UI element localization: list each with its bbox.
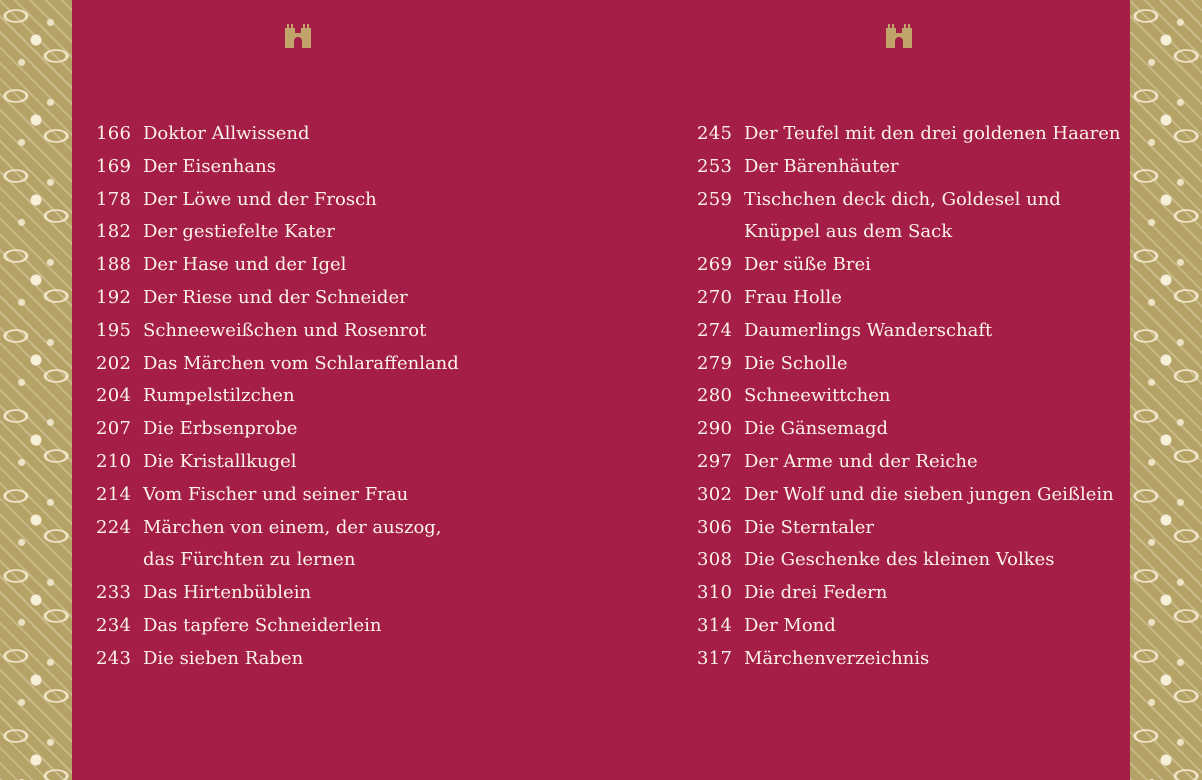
- toc-title: [744, 315, 1117, 348]
- toc-page-number: 280: [697, 385, 733, 407]
- ornamental-border-right: [1130, 0, 1202, 780]
- toc-page-number: 279: [697, 352, 733, 374]
- toc-entry: [697, 348, 1117, 381]
- toc-entry: [96, 282, 556, 315]
- toc-title: [744, 643, 1117, 676]
- toc-page-number: 188: [96, 254, 132, 276]
- toc-title: [143, 151, 556, 184]
- toc-page-number: 270: [697, 286, 733, 308]
- toc-title-line: Der Bärenhäuter: [744, 155, 899, 177]
- toc-column-left: [96, 118, 556, 676]
- toc-title: [744, 380, 1117, 413]
- toc-entry: [96, 348, 556, 381]
- toc-title: [143, 348, 556, 381]
- toc-page-number: 259: [697, 188, 733, 210]
- toc-title: [143, 282, 556, 315]
- toc-title: [744, 151, 1117, 184]
- toc-title: [143, 380, 556, 413]
- toc-title-line: Die Geschenke des kleinen Volkes: [744, 549, 1055, 571]
- toc-title-line: Schneeweißchen und Rosenrot: [143, 319, 427, 341]
- toc-title-line: Die sieben Raben: [143, 647, 304, 669]
- toc-page-number: 195: [96, 319, 132, 341]
- toc-title: [143, 446, 556, 479]
- toc-page-number: 308: [697, 549, 733, 571]
- toc-title: [143, 643, 556, 676]
- toc-title-line: Tischchen deck dich, Goldesel und: [744, 188, 1061, 210]
- toc-title-line: Der Riese und der Schneider: [143, 286, 408, 308]
- toc-page-number: 243: [96, 647, 132, 669]
- toc-title: [143, 315, 556, 348]
- toc-page-number: 290: [697, 418, 733, 440]
- toc-title-line: Die Erbsenprobe: [143, 418, 298, 440]
- toc-entry: [697, 544, 1117, 577]
- toc-title: [744, 413, 1117, 446]
- toc-page-number: 224: [96, 516, 132, 538]
- toc-page-number: 207: [96, 418, 132, 440]
- toc-entry: [96, 151, 556, 184]
- toc-entry: [697, 151, 1117, 184]
- toc-title-line: Der Arme und der Reiche: [744, 450, 978, 472]
- toc-title: [744, 184, 1117, 250]
- toc-title-line: Das Hirtenbüblein: [143, 582, 312, 604]
- toc-page-number: 245: [697, 123, 733, 144]
- toc-entry: [697, 282, 1117, 315]
- toc-title-line: Märchen von einem, der auszog,: [143, 516, 442, 538]
- toc-title: [744, 512, 1117, 545]
- toc-title: [744, 282, 1117, 315]
- toc-page-number: 204: [96, 385, 132, 407]
- toc-title: [744, 610, 1117, 643]
- toc-entry: [96, 380, 556, 413]
- toc-title: [143, 216, 556, 249]
- toc-entry: [96, 643, 556, 676]
- toc-title: [143, 479, 556, 512]
- toc-title-line: das Fürchten zu lernen: [143, 549, 356, 571]
- toc-title-line: Knüppel aus dem Sack: [744, 221, 953, 243]
- castle-icon: [885, 22, 913, 48]
- toc-title: [744, 118, 1120, 151]
- toc-entry: [697, 380, 1117, 413]
- toc-title-line: Der Mond: [744, 614, 836, 636]
- toc-entry: [697, 249, 1117, 282]
- toc-page-number: 253: [697, 155, 733, 177]
- toc-title-line: Vom Fischer und seiner Frau: [143, 483, 409, 505]
- toc-page-number: 210: [96, 450, 132, 472]
- toc-title-line: Die Gänsemagd: [744, 418, 888, 440]
- toc-entry: [96, 184, 556, 217]
- toc-title-line: Der Eisenhans: [143, 155, 276, 177]
- toc-entry: [697, 643, 1117, 676]
- toc-title: [143, 249, 556, 282]
- toc-title-line: Die Scholle: [744, 352, 848, 374]
- toc-entry: [697, 512, 1117, 545]
- toc-title-line: Der Teufel mit den drei goldenen Haaren: [744, 123, 1121, 144]
- toc-entry: [96, 413, 556, 446]
- toc-page-number: 274: [697, 319, 733, 341]
- toc-page-number: 297: [697, 450, 733, 472]
- toc-title: [744, 544, 1117, 577]
- toc-entry: [96, 479, 556, 512]
- toc-title-line: Der gestiefelte Kater: [143, 221, 335, 243]
- toc-title: [744, 446, 1117, 479]
- toc-title-line: Die drei Federn: [744, 582, 888, 604]
- toc-title: [143, 610, 556, 643]
- toc-title-line: Schneewittchen: [744, 385, 891, 407]
- toc-title-line: Der Löwe und der Frosch: [143, 188, 377, 210]
- toc-page-number: 302: [697, 483, 733, 505]
- toc-entry: [96, 315, 556, 348]
- toc-page-number: 214: [96, 483, 132, 505]
- castle-icon: [284, 22, 312, 48]
- toc-entry: [697, 577, 1117, 610]
- toc-title-line: Der Hase und der Igel: [143, 254, 347, 276]
- toc-title-line: Doktor Allwissend: [143, 123, 310, 144]
- toc-title: [744, 577, 1117, 610]
- toc-page-number: 306: [697, 516, 733, 538]
- toc-page-number: 192: [96, 286, 132, 308]
- toc-entry: [96, 610, 556, 643]
- toc-page-number: 234: [96, 614, 132, 636]
- toc-entry: [697, 413, 1117, 446]
- toc-entry: [96, 249, 556, 282]
- toc-page-number: 166: [96, 123, 132, 144]
- toc-title-line: Der süße Brei: [744, 254, 871, 276]
- toc-page-number: 317: [697, 647, 733, 669]
- toc-page-number: 310: [697, 582, 733, 604]
- toc-title: [744, 479, 1117, 512]
- toc-title-line: Die Sterntaler: [744, 516, 874, 538]
- toc-entry: [96, 577, 556, 610]
- toc-title-line: Der Wolf und die sieben jungen Geißlein: [744, 483, 1114, 505]
- toc-title-line: Frau Holle: [744, 286, 842, 308]
- toc-page-number: 178: [96, 188, 132, 210]
- toc-entry: [697, 479, 1117, 512]
- toc-page-number: 182: [96, 221, 132, 243]
- toc-page-number: 233: [96, 582, 132, 604]
- toc-entry: [697, 184, 1117, 250]
- toc-title-line: Das Märchen vom Schlaraffenland: [143, 352, 459, 374]
- toc-title-line: Märchenverzeichnis: [744, 647, 930, 669]
- ornamental-border-left: [0, 0, 72, 780]
- toc-title: [744, 348, 1117, 381]
- toc-entry: [697, 446, 1117, 479]
- toc-entry: [697, 610, 1117, 643]
- toc-title: [143, 184, 556, 217]
- toc-title: [143, 577, 556, 610]
- toc-entry: [96, 512, 556, 578]
- toc-title: [143, 512, 556, 578]
- toc-page-number: 314: [697, 614, 733, 636]
- toc-title-line: Die Kristallkugel: [143, 450, 297, 472]
- toc-entry: [697, 315, 1117, 348]
- toc-title-line: Das tapfere Schneiderlein: [143, 614, 382, 636]
- toc-title: [143, 413, 556, 446]
- toc-page-number: 202: [96, 352, 132, 374]
- toc-title-line: Daumerlings Wanderschaft: [744, 319, 993, 341]
- toc-title: [143, 118, 556, 151]
- toc-entry: [697, 118, 1121, 151]
- toc-entry: [96, 216, 556, 249]
- toc-column-right: [697, 118, 1121, 676]
- toc-page-number: 169: [96, 155, 132, 177]
- toc-title: [744, 249, 1117, 282]
- toc-title-line: Rumpelstilzchen: [143, 385, 295, 407]
- toc-page-number: 269: [697, 254, 733, 276]
- toc-entry: [96, 446, 556, 479]
- toc-entry: [96, 118, 556, 151]
